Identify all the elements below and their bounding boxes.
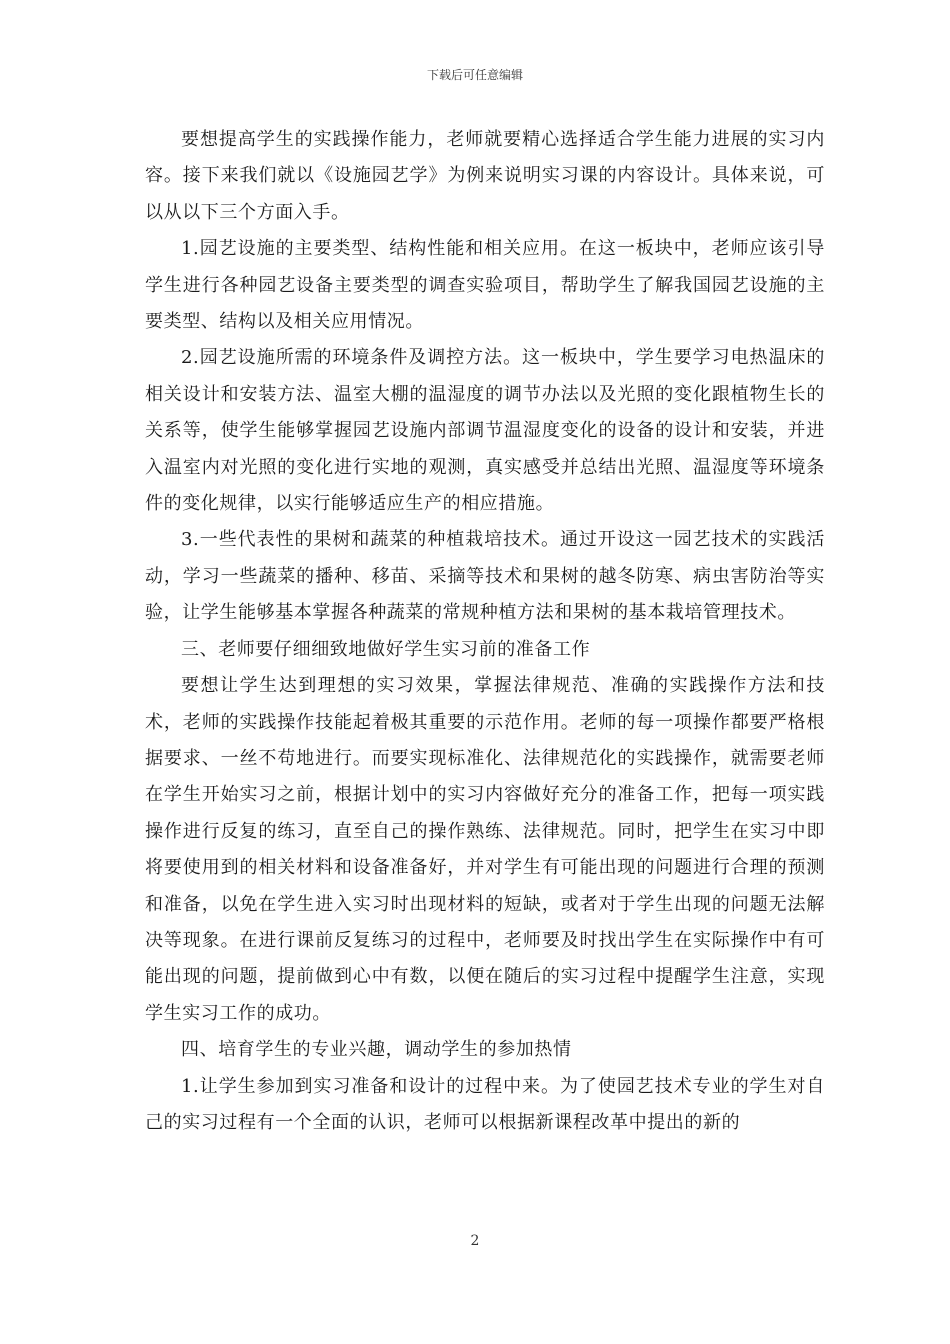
document-body <box>145 122 825 1141</box>
page-header: 下载后可任意编辑 <box>426 68 523 82</box>
page-number: 2 <box>470 1233 480 1249</box>
paragraph: 1.让学生参加到实习准备和设计的过程中来。为了使园艺技术专业的学生对自己的实习过程有一个全面的认识，老师可以根据新课程改革中提出的新的 <box>145 1075 825 1133</box>
paragraph: 3.一些代表性的果树和蔬菜的种植栽培技术。通过开设这一园艺技术的实践活动，学习一些蔬菜的播种、移苗、采摘等技术和果树的越冬防寒、病虫害防治等实验，让学生能够基本掌握各种蔬菜的常规种植方法和果树的基本栽培管理技术。 <box>145 529 825 624</box>
paragraph: 2.园艺设施所需的环境条件及调控方法。这一板块中，学生要学习电热温床的相关设计和安装方法、温室大棚的温湿度的调节办法以及光照的变化跟植物生长的关系等，使学生能够掌握园艺设施内部调节温湿度变化的设备的设计和安装，并进入温室内对光照的变化进行实地的观测，真实感受并总结出光照、温湿度等环境条件的变化规律，以实行能够适应生产的相应措施。 <box>145 347 825 515</box>
paragraph: 要想提高学生的实践操作能力，老师就要精心选择适合学生能力进展的实习内容。接下来我们就以《设施园艺学》为例来说明实习课的内容设计。具体来说，可以从以下三个方面入手。 <box>145 129 825 223</box>
section-heading: 四、培育学生的专业兴趣，调动学生的参加热情 <box>181 1039 572 1061</box>
section-heading: 三、老师要仔细细致地做好学生实习前的准备工作 <box>181 638 591 660</box>
paragraph: 1.园艺设施的主要类型、结构性能和相关应用。在这一板块中，老师应该引导学生进行各种园艺设备主要类型的调查实验项目，帮助学生了解我国园艺设施的主要类型、结构以及相关应用情况。 <box>145 238 825 333</box>
paragraph: 要想让学生达到理想的实习效果，掌握法律规范、准确的实践操作方法和技术，老师的实践操作技能起着极其重要的示范作用。老师的每一项操作都要严格根据要求、一丝不苟地进行。而要实现标准化、法律规范化的实践操作，就需要老师在学生开始实习之前，根据计划中的实习内容做好充分的准备工作，把每一项实践操作进行反复的练习，直至自己的操作熟练、法律规范。同时，把学生在实习中即将要使用到的相关材料和设备准备好，并对学生有可能出现的问题进行合理的预测和准备，以免在学生进入实习时出现材料的短缺，或者对于学生出现的问题无法解决等现象。在进行课前反复练习的过程中，老师要及时找出学生在实际操作中有可能出现的问题，提前做到心中有数，以便在随后的实习过程中提醒学生注意，实现学生实习工作的成功。 <box>145 675 825 1024</box>
